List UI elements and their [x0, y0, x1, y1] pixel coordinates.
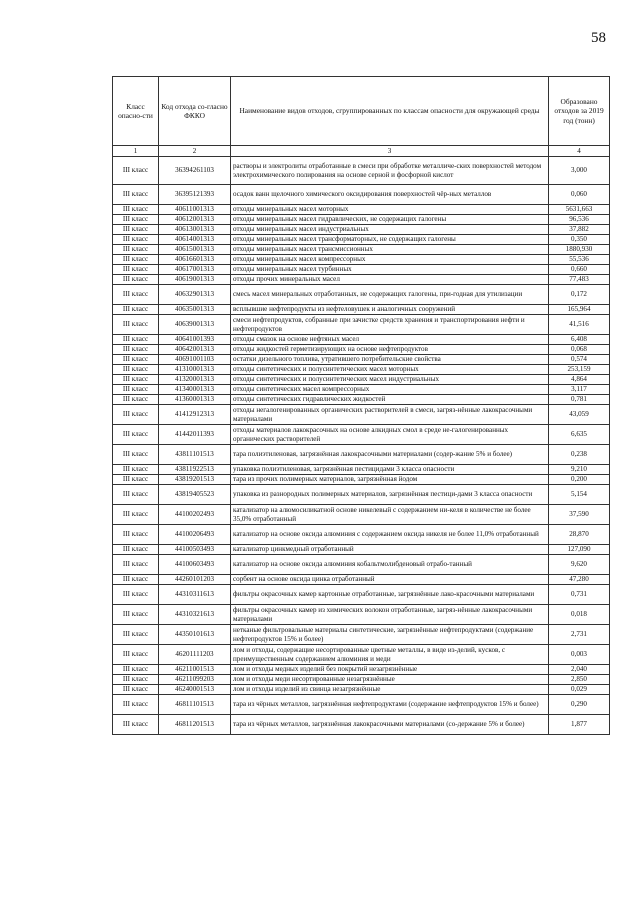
- table-row: [113, 625, 610, 645]
- waste-name-cell: отходы минеральных масел турбинных: [231, 265, 549, 275]
- table-row: [113, 365, 610, 375]
- amount-cell: 0,018: [549, 605, 610, 625]
- hazard-class-cell: III класс: [113, 235, 159, 245]
- column-number: 1: [113, 146, 159, 157]
- hazard-class-cell: III класс: [113, 605, 159, 625]
- fkko-code-cell: 44310321613: [159, 605, 231, 625]
- amount-cell: 77,483: [549, 275, 610, 285]
- column-number-row: [113, 146, 610, 157]
- amount-cell: 55,536: [549, 255, 610, 265]
- waste-name-cell: катализатор цинкмедный отработанный: [231, 545, 549, 555]
- hazard-class-cell: III класс: [113, 225, 159, 235]
- amount-cell: 43,059: [549, 405, 610, 425]
- waste-name-cell: отходы синтетических и полусинтетических масел индустриальных: [231, 375, 549, 385]
- amount-cell: 127,090: [549, 545, 610, 555]
- waste-table: [112, 76, 610, 735]
- waste-name-cell: остатки дизельного топлива, утратившего потребительские свойства: [231, 355, 549, 365]
- fkko-code-cell: 36395121393: [159, 185, 231, 205]
- amount-cell: 0,060: [549, 185, 610, 205]
- table-row: [113, 215, 610, 225]
- table-row: [113, 575, 610, 585]
- hazard-class-cell: III класс: [113, 355, 159, 365]
- waste-name-cell: отходы жидкостей герметизирующих на основе нефтепродуктов: [231, 345, 549, 355]
- table-row: [113, 305, 610, 315]
- fkko-code-cell: 40615001313: [159, 245, 231, 255]
- fkko-code-cell: 41320001313: [159, 375, 231, 385]
- amount-cell: 1880,930: [549, 245, 610, 255]
- waste-name-cell: растворы и электролиты отработанные в смеси при обработке металличе-ских поверхностей методом электрохимического полирования на основе серной и фосфорной кислот: [231, 157, 549, 185]
- amount-cell: 0,290: [549, 695, 610, 715]
- table-row: [113, 375, 610, 385]
- column-number: 2: [159, 146, 231, 157]
- fkko-code-cell: 40619001313: [159, 275, 231, 285]
- waste-name-cell: отходы минеральных масел гидравлических, не содержащих галогены: [231, 215, 549, 225]
- amount-cell: 0,350: [549, 235, 610, 245]
- waste-name-cell: отходы материалов лакокрасочных на основе алкидных смол в среде не-галогенированных органических растворителей: [231, 425, 549, 445]
- waste-name-cell: тара из прочих полимерных материалов, загрязнённая йодом: [231, 475, 549, 485]
- table-row: [113, 545, 610, 555]
- hazard-class-cell: III класс: [113, 445, 159, 465]
- table-row: [113, 345, 610, 355]
- amount-cell: 2,731: [549, 625, 610, 645]
- hazard-class-cell: III класс: [113, 405, 159, 425]
- hazard-class-cell: III класс: [113, 695, 159, 715]
- fkko-code-cell: 40632901313: [159, 285, 231, 305]
- amount-cell: 0,781: [549, 395, 610, 405]
- table-row: [113, 685, 610, 695]
- hazard-class-cell: III класс: [113, 675, 159, 685]
- fkko-code-cell: 46211099203: [159, 675, 231, 685]
- table-row: [113, 665, 610, 675]
- fkko-code-cell: 36394261103: [159, 157, 231, 185]
- hazard-class-cell: III класс: [113, 645, 159, 665]
- waste-name-cell: лом и отходы изделий из свинца незагрязнённые: [231, 685, 549, 695]
- amount-cell: 28,870: [549, 525, 610, 545]
- fkko-code-cell: 46811201513: [159, 715, 231, 735]
- fkko-code-cell: 40691001103: [159, 355, 231, 365]
- table-row: [113, 605, 610, 625]
- fkko-code-cell: 44350101613: [159, 625, 231, 645]
- waste-name-cell: фильтры окрасочных камер картонные отработанные, загрязнённые лако-красочными материалами: [231, 585, 549, 605]
- fkko-code-cell: 46811101513: [159, 695, 231, 715]
- fkko-code-cell: 46211001513: [159, 665, 231, 675]
- waste-name-cell: катализатор на алюмосиликатной основе никелевый с содержанием ни-келя в количестве не более 35,0% отработанный: [231, 505, 549, 525]
- amount-cell: 47,280: [549, 575, 610, 585]
- waste-name-cell: тара из чёрных металлов, загрязнённая лакокрасочными материалами (со-держание 5% и более): [231, 715, 549, 735]
- fkko-code-cell: 44260101203: [159, 575, 231, 585]
- amount-cell: 96,536: [549, 215, 610, 225]
- table-row: [113, 675, 610, 685]
- fkko-code-cell: 43811101513: [159, 445, 231, 465]
- table-row: [113, 335, 610, 345]
- header-waste-name: Наименование видов отходов, сгруппированных по классам опасности для окружающей среды: [231, 77, 549, 146]
- fkko-code-cell: 44100503493: [159, 545, 231, 555]
- table-row: [113, 425, 610, 445]
- amount-cell: 253,159: [549, 365, 610, 375]
- waste-name-cell: отходы синтетических масел компрессорных: [231, 385, 549, 395]
- fkko-code-cell: 43819201513: [159, 475, 231, 485]
- hazard-class-cell: III класс: [113, 285, 159, 305]
- hazard-class-cell: III класс: [113, 385, 159, 395]
- hazard-class-cell: III класс: [113, 585, 159, 605]
- amount-cell: 0,200: [549, 475, 610, 485]
- fkko-code-cell: 40614001313: [159, 235, 231, 245]
- waste-name-cell: отходы негалогенированных органических растворителей в смеси, загряз-нённые лакокрасочными материалами: [231, 405, 549, 425]
- table-row: [113, 315, 610, 335]
- fkko-code-cell: 40642001313: [159, 345, 231, 355]
- hazard-class-cell: III класс: [113, 375, 159, 385]
- amount-cell: 6,408: [549, 335, 610, 345]
- amount-cell: 2,040: [549, 665, 610, 675]
- fkko-code-cell: 40612001313: [159, 215, 231, 225]
- amount-cell: 0,660: [549, 265, 610, 275]
- hazard-class-cell: III класс: [113, 255, 159, 265]
- amount-cell: 37,882: [549, 225, 610, 235]
- table-row: [113, 385, 610, 395]
- table-row: [113, 585, 610, 605]
- amount-cell: 0,003: [549, 645, 610, 665]
- waste-name-cell: тара из чёрных металлов, загрязнённая нефтепродуктами (содержание нефтепродуктов 15% и более): [231, 695, 549, 715]
- amount-cell: 9,620: [549, 555, 610, 575]
- amount-cell: 0,731: [549, 585, 610, 605]
- amount-cell: 41,516: [549, 315, 610, 335]
- column-number: 4: [549, 146, 610, 157]
- fkko-code-cell: 44100202493: [159, 505, 231, 525]
- table-row: [113, 265, 610, 275]
- hazard-class-cell: III класс: [113, 215, 159, 225]
- hazard-class-cell: III класс: [113, 245, 159, 255]
- fkko-code-cell: 46201111203: [159, 645, 231, 665]
- table-row: [113, 185, 610, 205]
- hazard-class-cell: III класс: [113, 315, 159, 335]
- waste-name-cell: отходы минеральных масел трансформаторных, не содержащих галогены: [231, 235, 549, 245]
- table-row: [113, 255, 610, 265]
- waste-name-cell: упаковка из разнородных полимерных материалов, загрязнённая пестици-дами 3 класса опасности: [231, 485, 549, 505]
- amount-cell: 165,964: [549, 305, 610, 315]
- header-fkko-code: Код отхода со-гласно ФККО: [159, 77, 231, 146]
- amount-cell: 3,000: [549, 157, 610, 185]
- hazard-class-cell: III класс: [113, 665, 159, 675]
- hazard-class-cell: III класс: [113, 715, 159, 735]
- table-row: [113, 395, 610, 405]
- waste-name-cell: лом и отходы, содержащие несортированные цветные металлы, в виде из-делий, кусков, с преимущественным содержанием алюминия и меди: [231, 645, 549, 665]
- hazard-class-cell: III класс: [113, 685, 159, 695]
- hazard-class-cell: III класс: [113, 395, 159, 405]
- waste-name-cell: отходы смазок на основе нефтяных масел: [231, 335, 549, 345]
- fkko-code-cell: 40641001393: [159, 335, 231, 345]
- table-row: [113, 355, 610, 365]
- hazard-class-cell: III класс: [113, 485, 159, 505]
- table-row: [113, 285, 610, 305]
- waste-name-cell: катализатор на основе оксида алюминия кобальтмолибденовый отрабо-танный: [231, 555, 549, 575]
- amount-cell: 9,210: [549, 465, 610, 475]
- table-row: [113, 205, 610, 215]
- waste-name-cell: отходы синтетических гидравлических жидкостей: [231, 395, 549, 405]
- table-row: [113, 525, 610, 545]
- waste-name-cell: отходы синтетических и полусинтетических масел моторных: [231, 365, 549, 375]
- amount-cell: 3,117: [549, 385, 610, 395]
- amount-cell: 4,864: [549, 375, 610, 385]
- waste-name-cell: упаковка полиэтиленовая, загрязнённая пестицидами 3 класса опасности: [231, 465, 549, 475]
- fkko-code-cell: 40613001313: [159, 225, 231, 235]
- amount-cell: 5,154: [549, 485, 610, 505]
- table-row: [113, 245, 610, 255]
- table-row: [113, 645, 610, 665]
- fkko-code-cell: 41360001313: [159, 395, 231, 405]
- fkko-code-cell: 40635001313: [159, 305, 231, 315]
- hazard-class-cell: III класс: [113, 625, 159, 645]
- amount-cell: 0,238: [549, 445, 610, 465]
- waste-name-cell: отходы минеральных масел компрессорных: [231, 255, 549, 265]
- amount-cell: 0,068: [549, 345, 610, 355]
- hazard-class-cell: III класс: [113, 335, 159, 345]
- hazard-class-cell: III класс: [113, 345, 159, 355]
- waste-name-cell: катализатор на основе оксида алюминия с содержанием оксида никеля не более 11,0% отработанный: [231, 525, 549, 545]
- fkko-code-cell: 41310001313: [159, 365, 231, 375]
- page-number: 58: [591, 30, 606, 46]
- fkko-code-cell: 41412912313: [159, 405, 231, 425]
- fkko-code-cell: 40639001313: [159, 315, 231, 335]
- fkko-code-cell: 44310311613: [159, 585, 231, 605]
- hazard-class-cell: III класс: [113, 205, 159, 215]
- hazard-class-cell: III класс: [113, 525, 159, 545]
- fkko-code-cell: 43811922513: [159, 465, 231, 475]
- waste-name-cell: фильтры окрасочных камер из химических волокон отработанные, загряз-нённые лакокрасочными материалами: [231, 605, 549, 625]
- table-row: [113, 695, 610, 715]
- amount-cell: 0,029: [549, 685, 610, 695]
- hazard-class-cell: III класс: [113, 475, 159, 485]
- waste-name-cell: лом и отходы медных изделий без покрытий незагрязнённые: [231, 665, 549, 675]
- waste-name-cell: осадок ванн щелочного химического оксидирования поверхностей чёр-ных металлов: [231, 185, 549, 205]
- fkko-code-cell: 44100603493: [159, 555, 231, 575]
- table-header-row: [113, 77, 610, 146]
- waste-name-cell: отходы минеральных масел моторных: [231, 205, 549, 215]
- column-number: 3: [231, 146, 549, 157]
- fkko-code-cell: 46240001513: [159, 685, 231, 695]
- waste-name-cell: отходы минеральных масел трансмиссионных: [231, 245, 549, 255]
- hazard-class-cell: III класс: [113, 505, 159, 525]
- fkko-code-cell: 43819405523: [159, 485, 231, 505]
- waste-name-cell: сорбент на основе оксида цинка отработанный: [231, 575, 549, 585]
- table-row: [113, 235, 610, 245]
- amount-cell: 6,635: [549, 425, 610, 445]
- waste-name-cell: всплывшие нефтепродукты из нефтеловушек и аналогичных сооружений: [231, 305, 549, 315]
- table-row: [113, 505, 610, 525]
- waste-name-cell: смесь масел минеральных отработанных, не содержащих галогены, при-годная для утилизации: [231, 285, 549, 305]
- hazard-class-cell: III класс: [113, 555, 159, 575]
- amount-cell: 1,877: [549, 715, 610, 735]
- header-amount: Образовано отходов за 2019 год (тонн): [549, 77, 610, 146]
- waste-name-cell: тара полиэтиленовая, загрязнённая лакокрасочными материалами (содер-жание 5% и более): [231, 445, 549, 465]
- table-row: [113, 715, 610, 735]
- table-row: [113, 405, 610, 425]
- waste-name-cell: лом и отходы меди несортированные незагрязнённые: [231, 675, 549, 685]
- hazard-class-cell: III класс: [113, 185, 159, 205]
- waste-name-cell: отходы минеральных масел индустриальных: [231, 225, 549, 235]
- fkko-code-cell: 41442011393: [159, 425, 231, 445]
- amount-cell: 0,172: [549, 285, 610, 305]
- hazard-class-cell: III класс: [113, 365, 159, 375]
- hazard-class-cell: III класс: [113, 425, 159, 445]
- table-row: [113, 445, 610, 465]
- waste-name-cell: смеси нефтепродуктов, собранные при зачистке средств хранения и транспортирования нефти и нефтепродуктов: [231, 315, 549, 335]
- hazard-class-cell: III класс: [113, 465, 159, 475]
- fkko-code-cell: 40616601313: [159, 255, 231, 265]
- table-row: [113, 555, 610, 575]
- fkko-code-cell: 44100206493: [159, 525, 231, 545]
- hazard-class-cell: III класс: [113, 545, 159, 555]
- table-row: [113, 475, 610, 485]
- hazard-class-cell: III класс: [113, 575, 159, 585]
- fkko-code-cell: 40611001313: [159, 205, 231, 215]
- waste-name-cell: отходы прочих минеральных масел: [231, 275, 549, 285]
- table-row: [113, 275, 610, 285]
- waste-name-cell: нетканые фильтровальные материалы синтетические, загрязнённые нефтепродуктами (содержание нефтепродуктов 15% и более): [231, 625, 549, 645]
- amount-cell: 37,590: [549, 505, 610, 525]
- hazard-class-cell: III класс: [113, 275, 159, 285]
- header-hazard-class: Класс опасно-сти: [113, 77, 159, 146]
- table-row: [113, 485, 610, 505]
- hazard-class-cell: III класс: [113, 157, 159, 185]
- amount-cell: 2,850: [549, 675, 610, 685]
- table-row: [113, 465, 610, 475]
- hazard-class-cell: III класс: [113, 305, 159, 315]
- table-row: [113, 157, 610, 185]
- hazard-class-cell: III класс: [113, 265, 159, 275]
- table-row: [113, 225, 610, 235]
- amount-cell: 5631,663: [549, 205, 610, 215]
- fkko-code-cell: 41340001313: [159, 385, 231, 395]
- amount-cell: 0,574: [549, 355, 610, 365]
- fkko-code-cell: 40617001313: [159, 265, 231, 275]
